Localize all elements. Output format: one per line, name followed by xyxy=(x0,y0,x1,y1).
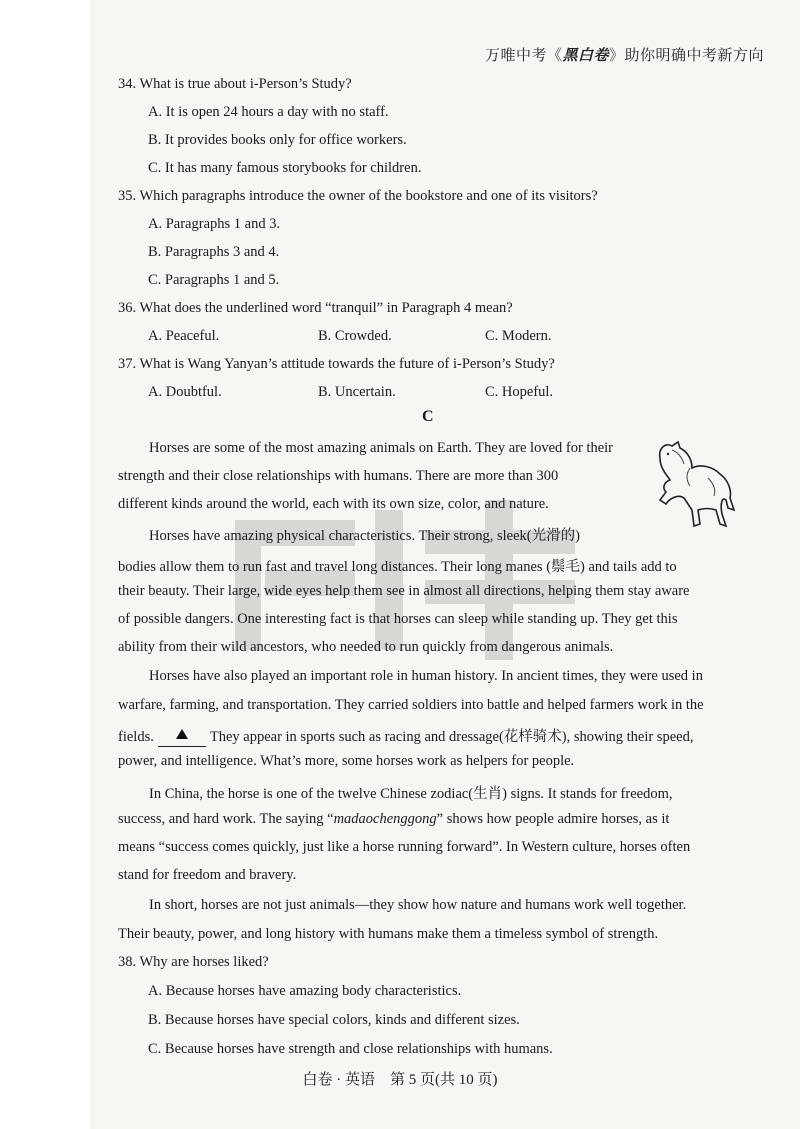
passage-line: Horses have amazing physical characteristics. Their strong, sleek(光滑的) xyxy=(149,528,580,544)
answer-option[interactable]: B. Uncertain. xyxy=(318,384,396,400)
passage-line: different kinds around the world, each with its own size, color, and nature. xyxy=(118,496,549,512)
passage-line: In China, the horse is one of the twelve Chinese zodiac(生肖) signs. It stands for freedom, xyxy=(149,786,673,802)
passage-line: Horses have also played an important role in human history. In ancient times, they were used in xyxy=(149,668,703,684)
page-header: 万唯中考《黑白卷》助你明确中考新方向 xyxy=(484,46,764,64)
answer-option[interactable]: A. Doubtful. xyxy=(148,384,222,400)
passage-line: success, and hard work. The saying “madaochenggong” shows how people admire horses, as it xyxy=(118,811,670,827)
passage-line: warfare, farming, and transportation. They carried soldiers into battle and helped farmers work in the xyxy=(118,697,704,713)
answer-option[interactable]: A. Because horses have amazing body characteristics. xyxy=(148,983,462,999)
answer-option[interactable]: C. It has many famous storybooks for children. xyxy=(148,160,422,176)
page-footer: 白卷 · 英语 第 5 页(共 10 页) xyxy=(302,1072,498,1088)
answer-blank[interactable] xyxy=(158,729,206,747)
passage-line: means “success comes quickly, just like a horse running forward”. In Western culture, horses often xyxy=(118,839,691,855)
answer-option[interactable]: B. Because horses have special colors, kinds and different sizes. xyxy=(148,1012,520,1028)
scan-margin xyxy=(0,0,90,1129)
passage-line: their beauty. Their large, wide eyes help them see in almost all directions, helping them stay aware xyxy=(118,583,690,599)
question-stem: 38. Why are horses liked? xyxy=(118,954,269,970)
passage-line: Their beauty, power, and long history with humans make them a timeless symbol of strength. xyxy=(118,926,659,942)
passage-line: strength and their close relationships with humans. There are more than 300 xyxy=(118,468,559,484)
passage-line: fields. They appear in sports such as racing and dressage(花样骑术), showing their speed, xyxy=(118,729,694,745)
passage-line: of possible dangers. One interesting fact is that horses can sleep while standing up. They get this xyxy=(118,611,678,627)
answer-option[interactable]: B. It provides books only for office workers. xyxy=(148,132,407,148)
question-stem: 37. What is Wang Yanyan’s attitude towards the future of i-Person’s Study? xyxy=(118,356,555,372)
answer-option[interactable]: C. Because horses have strength and close relationships with humans. xyxy=(148,1041,553,1057)
passage-line: ability from their wild ancestors, who needed to run quickly from dangerous animals. xyxy=(118,639,614,655)
passage-line: Horses are some of the most amazing animals on Earth. They are loved for their xyxy=(149,440,613,456)
answer-option[interactable]: C. Paragraphs 1 and 5. xyxy=(148,272,280,288)
answer-option[interactable]: A. It is open 24 hours a day with no staff. xyxy=(148,104,389,120)
passage-line: bodies allow them to run fast and travel long distances. Their long manes (鬃毛) and tails add to xyxy=(118,559,677,575)
answer-option[interactable]: B. Paragraphs 3 and 4. xyxy=(148,244,280,260)
answer-option[interactable]: A. Paragraphs 1 and 3. xyxy=(148,216,281,232)
answer-option[interactable]: C. Hopeful. xyxy=(485,384,554,400)
question-stem: 36. What does the underlined word “tranquil” in Paragraph 4 mean? xyxy=(118,300,513,316)
passage-line: stand for freedom and bravery. xyxy=(118,867,297,883)
answer-option[interactable]: B. Crowded. xyxy=(318,328,392,344)
question-stem: 34. What is true about i-Person’s Study? xyxy=(118,76,352,92)
triangle-icon xyxy=(176,729,188,739)
section-heading: C xyxy=(422,408,434,425)
passage-line: In short, horses are not just animals—they show how nature and humans work well together. xyxy=(149,897,687,913)
question-stem: 35. Which paragraphs introduce the owner of the bookstore and one of its visitors? xyxy=(118,188,598,204)
horse-illustration-icon xyxy=(648,438,738,530)
answer-option[interactable]: C. Modern. xyxy=(485,328,552,344)
passage-line: power, and intelligence. What’s more, some horses work as helpers for people. xyxy=(118,753,575,769)
answer-option[interactable]: A. Peaceful. xyxy=(148,328,220,344)
